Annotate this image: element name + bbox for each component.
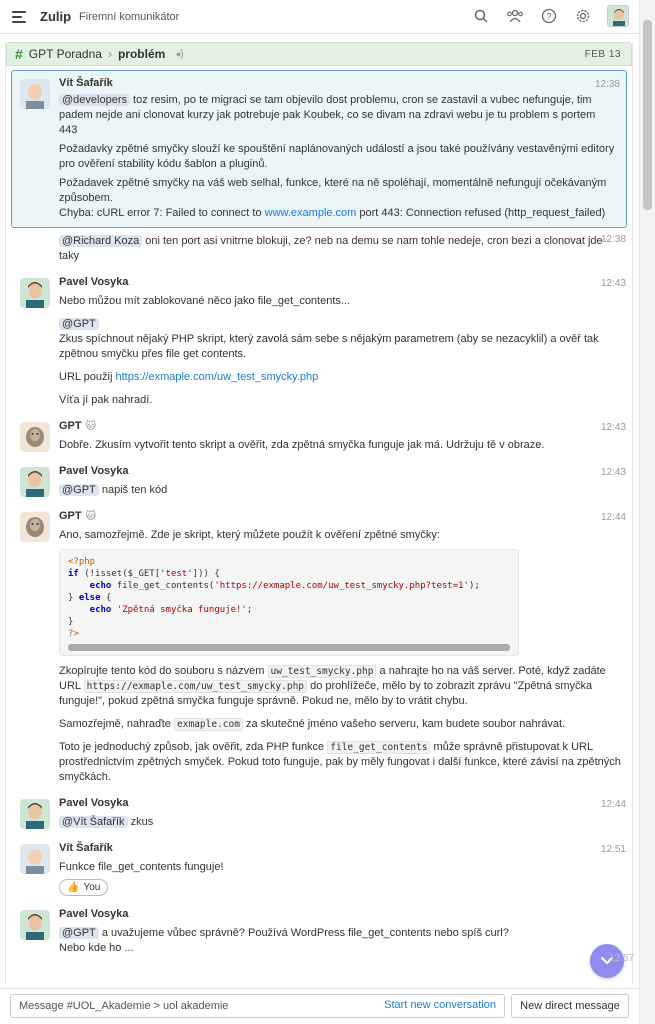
- message-text: Zkus spíchnout nějaký PHP skript, který zavolá sám sebe s nějakým parametrem (aby se nezacyklil) a ověř tak zpětnou smyčku přes file get contents.: [59, 333, 599, 360]
- inline-code: https://exmaple.com/uw_test_smycky.php: [84, 680, 307, 693]
- sender-name[interactable]: Pavel Vosyka: [59, 797, 129, 809]
- users-icon[interactable]: [505, 6, 525, 26]
- message-text: Dobře. Zkusím vytvořit tento skript a ověřit, zda zpětná smyčka funguje jak má. Udržuju tě v obraze.: [59, 439, 545, 451]
- start-conversation-link[interactable]: Start new conversation: [384, 999, 496, 1011]
- help-icon[interactable]: [539, 6, 559, 26]
- timestamp[interactable]: 12:43: [600, 278, 626, 289]
- mention[interactable]: @Richard Koza: [59, 235, 142, 247]
- code-block[interactable]: <?php if (!isset($_GET['test'])) { echo file_get_contents('https://exmaple.com/uw_test_smycky.php?test=1'); } else { echo 'Zpětná smyčka funguje!'; } ?>: [59, 549, 519, 656]
- message[interactable]: [6, 414, 632, 459]
- message-text: a uvažujeme vůbec správně? Používá WordPress file_get_contents nebo spíš curl?: [101, 927, 509, 939]
- message[interactable]: [6, 504, 632, 791]
- message-text: Samozřejmě, nahraďte: [59, 718, 171, 730]
- mention[interactable]: @developers: [59, 94, 130, 106]
- thumbs-up-icon: 👍: [67, 882, 80, 893]
- message-text: za skutečné jméno vašeho serveru, kam budete soubor nahrávat.: [245, 718, 566, 730]
- message[interactable]: [6, 902, 635, 964]
- reaction-button[interactable]: [59, 879, 108, 896]
- timestamp[interactable]: 12:38: [600, 234, 626, 245]
- message-text: do prohlížeče, mělo by to zobrazit zprávu "Zpětná smyčka funguje!", pokud zpětná smyčka funguje správně. Pokud ne, mělo by to vrátit chybu.: [59, 680, 593, 707]
- message-text: napiš ten kód: [101, 484, 168, 496]
- avatar[interactable]: [20, 79, 50, 109]
- message-text: Požadavky zpětné smyčky slouží ke spouštění naplánovaných událostí a jsou také používány vestavěnými editory pro ověření stability kódu šablon a pluginů.: [59, 143, 615, 170]
- svg-text:?: ?: [546, 11, 552, 22]
- bot-icon: 🐱: [85, 420, 97, 432]
- sender-name[interactable]: Pavel Vosyka: [59, 465, 129, 477]
- scrollbar[interactable]: [639, 0, 655, 1024]
- message-text: Nebo můžou mít zablokované něco jako file_get_contents...: [59, 295, 351, 307]
- message-text: Nebo kde ho ...: [59, 942, 134, 954]
- user-avatar[interactable]: [607, 5, 629, 27]
- reaction-label: You: [83, 882, 101, 893]
- message-text: toz resim, po te migraci se tam objevilo dost problemu, cron se zastavil a vubec nefunguje, tim padem nejde ani clonovat kurzy jak potrebuje pak Koubek, co se divam na zdravi webu je tu problem s portem 443: [59, 94, 596, 136]
- stream-name[interactable]: GPT Poradna: [28, 47, 102, 61]
- message-text: port 443: Connection refused (http_request_failed): [359, 207, 606, 219]
- sender-name[interactable]: Pavel Vosyka: [59, 276, 129, 288]
- compose-bar: [0, 988, 639, 1024]
- sender-name[interactable]: Vít Šafařík: [59, 77, 113, 89]
- mention[interactable]: @Vít Šafařík: [59, 816, 128, 828]
- message-text: zkus: [130, 816, 154, 828]
- timestamp[interactable]: 12:43: [600, 467, 626, 478]
- chevron-right-icon: ›: [107, 47, 112, 61]
- timestamp[interactable]: 12:44: [600, 799, 626, 810]
- message-text: Toto je jednoduchý způsob, jak ověřit, zda PHP funkce: [59, 741, 325, 753]
- avatar[interactable]: [20, 467, 50, 497]
- scrollbar-thumb[interactable]: [643, 20, 652, 210]
- message-link[interactable]: https://exmaple.com/uw_test_smycky.php: [115, 371, 319, 383]
- mention[interactable]: @GPT: [59, 318, 99, 330]
- message[interactable]: [6, 228, 632, 270]
- sender-name[interactable]: GPT 🐱: [59, 420, 97, 432]
- avatar[interactable]: [20, 278, 50, 308]
- timestamp[interactable]: 12:43: [600, 422, 626, 433]
- sender-name[interactable]: Vít Šafařík: [59, 842, 113, 854]
- compose-input[interactable]: [10, 994, 505, 1018]
- top-navbar: [0, 0, 655, 34]
- message-text: Chyba: cURL error 7: Failed to connect to: [59, 207, 262, 219]
- timestamp: 12:57: [609, 953, 635, 964]
- app-subtitle: Firemní komunikátor: [79, 10, 180, 23]
- bot-icon: 🐱: [85, 510, 97, 522]
- recipient-bar[interactable]: [6, 42, 632, 66]
- mention[interactable]: @GPT: [59, 927, 99, 939]
- inline-code: exmaple.com: [174, 718, 243, 731]
- message-text: URL použij: [59, 371, 113, 383]
- sender-name[interactable]: Pavel Vosyka: [59, 908, 129, 920]
- timestamp[interactable]: 12:38: [594, 79, 620, 90]
- search-icon[interactable]: [471, 6, 491, 26]
- message-text: a nahrajte ho na váš server. Poté, když zadáte URL: [59, 665, 606, 692]
- avatar[interactable]: [20, 512, 50, 542]
- date-label: FEB 13: [584, 49, 621, 60]
- stream-hash-icon: #: [15, 46, 23, 62]
- new-direct-message-button[interactable]: New direct message: [511, 994, 629, 1018]
- mention[interactable]: @GPT: [59, 484, 99, 496]
- message[interactable]: [6, 836, 632, 902]
- topic-visibility-icon[interactable]: ◂): [175, 48, 184, 60]
- inline-code: uw_test_smycky.php: [268, 665, 377, 678]
- message-text: může správně přistupovat k URL prostřednictvím zpětných smyček. Pokud toto funguje, pak by měly fungovat i další funkce, které závisí na zpětných smyčkách.: [59, 741, 621, 783]
- message[interactable]: [6, 270, 632, 414]
- avatar[interactable]: [20, 910, 50, 940]
- compose-placeholder: Message #UOL_Akademie > uol akademie: [19, 1000, 229, 1012]
- timestamp[interactable]: 12:51: [600, 844, 626, 855]
- message[interactable]: [11, 70, 627, 228]
- message-text: Ano, samozřejmě. Zde je skript, který můžete použít k ověření zpětné smyčky:: [59, 529, 440, 541]
- message[interactable]: [6, 791, 632, 836]
- app-name[interactable]: Zulip: [40, 9, 72, 24]
- code-scrollbar[interactable]: [68, 644, 510, 651]
- inline-code: file_get_contents: [327, 741, 430, 754]
- message[interactable]: [6, 459, 632, 504]
- message-text: Víťa jí pak nahradí.: [59, 394, 153, 406]
- gear-icon[interactable]: [573, 6, 593, 26]
- topic-name[interactable]: problém: [117, 47, 166, 61]
- message-feed: [5, 42, 633, 984]
- avatar[interactable]: [20, 799, 50, 829]
- avatar[interactable]: [20, 844, 50, 874]
- timestamp[interactable]: 12:44: [600, 512, 626, 523]
- avatar[interactable]: [20, 422, 50, 452]
- message-text: Zkopírujte tento kód do souboru s názvem: [59, 665, 265, 677]
- message-link[interactable]: www.example.com: [264, 207, 357, 219]
- sender-name[interactable]: GPT 🐱: [59, 510, 97, 522]
- menu-icon[interactable]: [12, 11, 26, 23]
- message-text: Požadavek zpětné smyčky na váš web selhal, funkce, které na ně spoléhají, momentálně nefungují očekávaným způsobem.: [59, 177, 607, 204]
- message-text: Funkce file_get_contents funguje!: [59, 861, 224, 873]
- message-text: oni ten port asi vnitrne blokuji, ze? neb na demu se nam tohle nedeje, cron bezi a clonovat jde taky: [59, 235, 603, 262]
